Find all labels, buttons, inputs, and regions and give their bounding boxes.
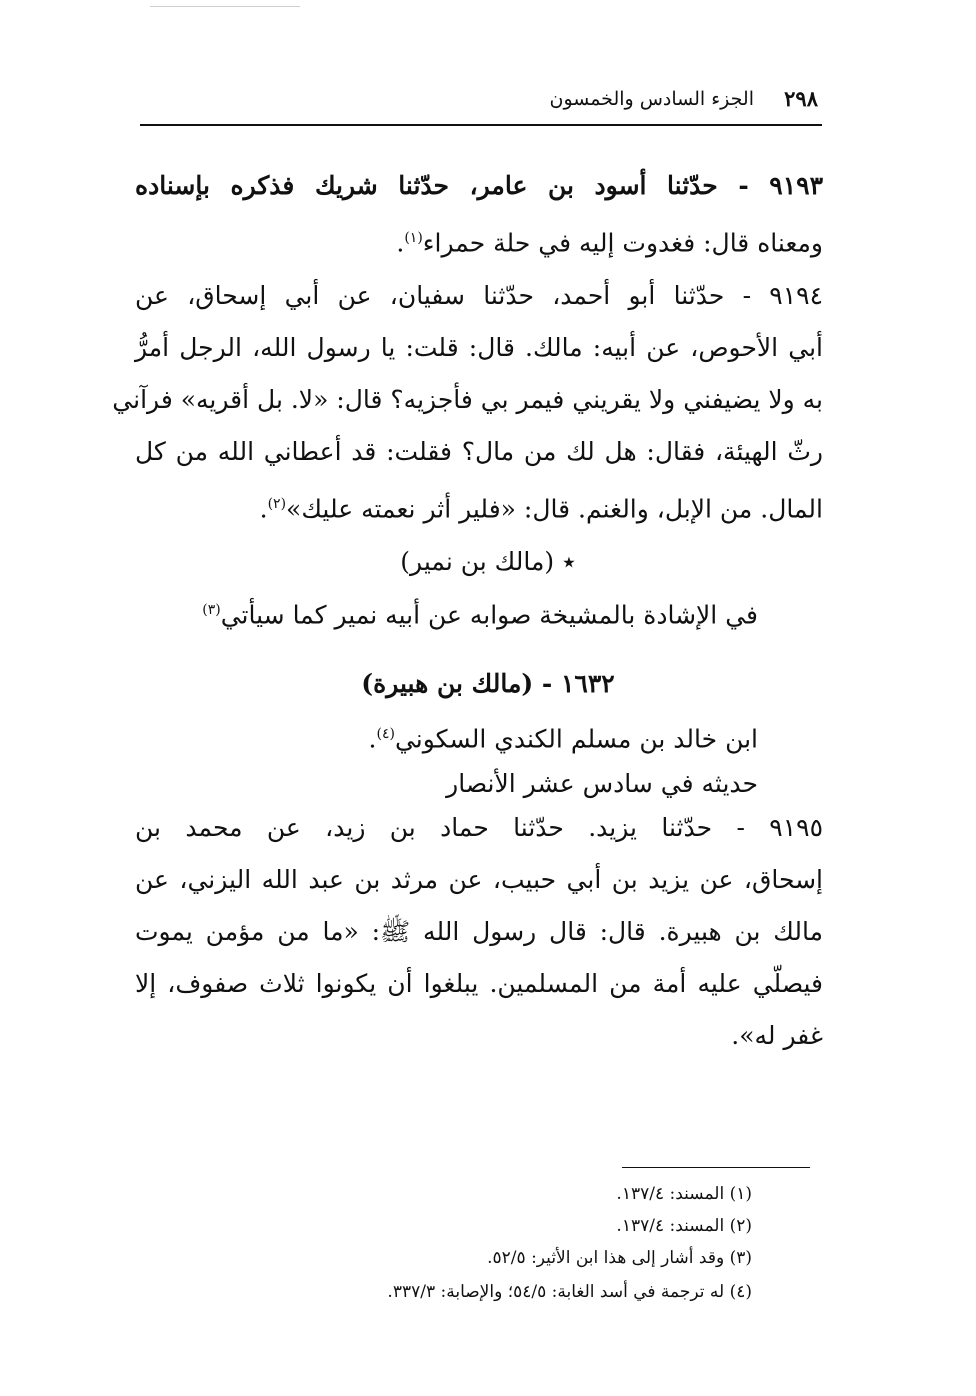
entry-title: (مالك بن نمير) <box>400 547 555 576</box>
entry-title-malik-numair <box>0 536 976 588</box>
line-text: ومعناه قال: فغدوت إليه في حلة حمراء <box>422 228 823 258</box>
entry-line: حديثه في سادس عشر الأنصار <box>446 769 758 798</box>
line-end: . <box>396 228 405 258</box>
hadith-line: إسحاق، عن يزيد بن أبي حبيب، عن مرثد بن عبد الله اليزني، عن <box>135 865 823 894</box>
footnote-1: (١) المسند: ١٣٧/٤. <box>616 1184 752 1204</box>
footnote-ref: (٣) <box>202 602 221 618</box>
page-header <box>140 86 820 120</box>
hadith-line: ٩١٩٤ - حدّثنا أبو أحمد، حدّثنا سفيان، عن أبي إسحاق، عن <box>135 281 823 310</box>
hadith-line: غفر له». <box>731 1021 823 1050</box>
footnote-ref: (٤) <box>376 726 395 742</box>
scan-edge-line <box>150 6 300 7</box>
hadith-line: ٩١٩٣ - حدّثنا أسود بن عامر، حدّثنا شريك فذكره بإسناده <box>135 171 823 200</box>
hadith-line: فيصلّي عليه أمة من المسلمين. يبلغوا أن يكونوا ثلاث صفوف، إلا <box>135 969 823 998</box>
footnote-3: (٣) وقد أشار إلى هذا ابن الأثير: ٥٢/٥. <box>487 1248 752 1268</box>
entry-note <box>202 584 758 641</box>
line-text: المال. من الإبل، والغنم. قال: «فلير أثر نعمته عليك» <box>286 494 823 524</box>
hadith-line: رثّ الهيئة، فقال: هل لك من مال؟ فقلت: قد أعطاني الله من كل <box>135 437 823 466</box>
note-text: في الإشادة بالمشيخة صوابه عن أبيه نمير كما سيأتي <box>220 600 758 630</box>
header-rule <box>140 124 822 126</box>
line-end: . <box>368 724 377 754</box>
line-text: ابن خالد بن مسلم الكندي السكوني <box>394 724 758 754</box>
hadith-line: به ولا يضيفني ولا يقريني فيمر بي فأجزيه؟ قال: «لا. بل أقريه» فرآني <box>112 385 823 414</box>
page-number: ٢٩٨ <box>784 86 818 111</box>
footnote-4: (٤) له ترجمة في أسد الغابة: ٥٤/٥؛ والإصابة: ٣٣٧/٣. <box>387 1282 752 1302</box>
entry-line <box>369 708 758 765</box>
hadith-line: مالك بن هبيرة. قال: قال رسول الله ﷺ: «ما من مؤمن يموت <box>135 917 823 946</box>
line-end: . <box>259 494 268 524</box>
hadith-line: ٩١٩٥ - حدّثنا يزيد. حدّثنا حماد بن زيد، عن محمد بن <box>135 813 823 842</box>
footnote-rule <box>622 1167 810 1168</box>
running-title: الجزء السادس والخمسون <box>549 88 754 110</box>
footnote-2: (٢) المسند: ١٣٧/٤. <box>616 1216 752 1236</box>
footnote-ref: (٢) <box>267 496 287 512</box>
hadith-line: أبي الأحوص، عن أبيه: مالك. قال: قلت: يا رسول الله، الرجل أمرُّ <box>135 333 823 362</box>
hadith-line <box>135 478 823 530</box>
hadith-line <box>135 212 823 264</box>
entry-title-1632: ١٦٣٢ - (مالك بن هبيرة) <box>361 669 615 698</box>
footnote-ref: (١) <box>404 230 423 246</box>
asterisk-mark: ٭ <box>562 547 576 576</box>
